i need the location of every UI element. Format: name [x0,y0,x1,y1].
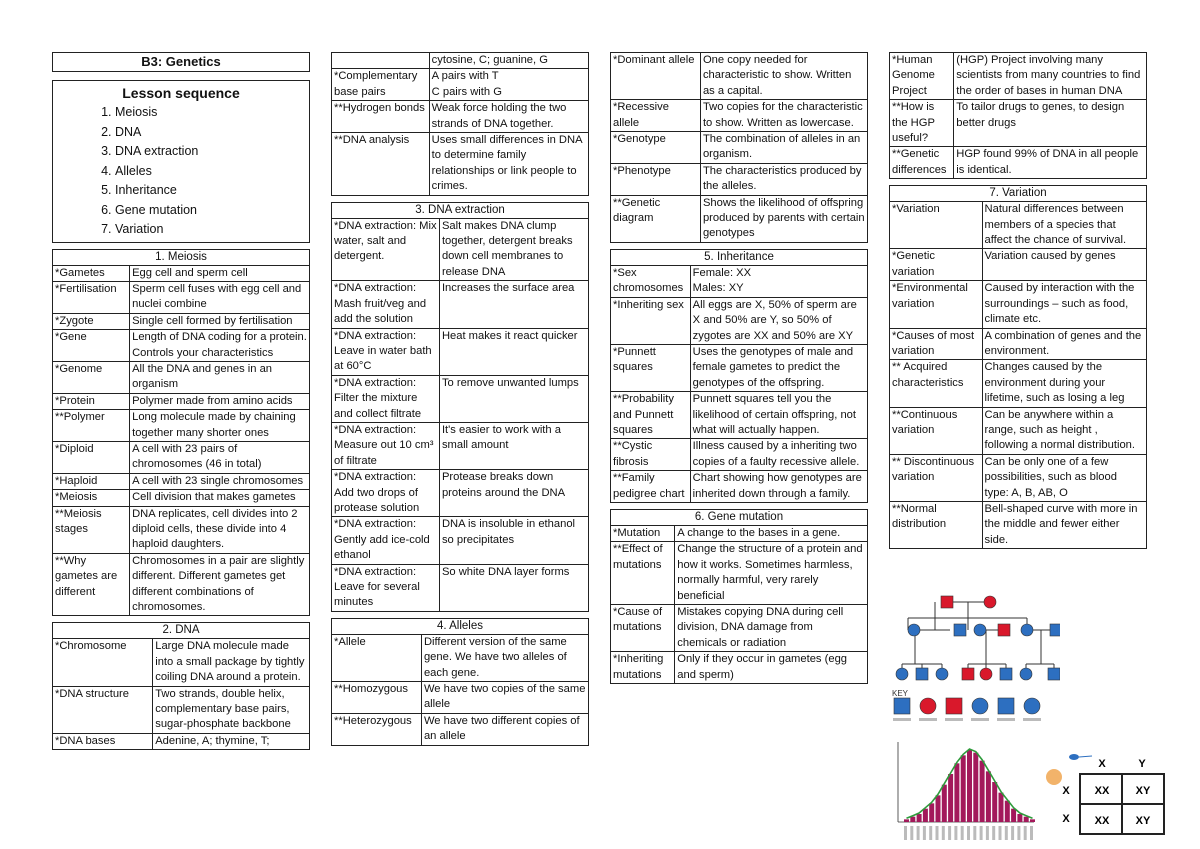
table-row [332,219,589,281]
section-alleles-continued [610,52,868,243]
definition-cell: Chart showing how genotypes are inherited down through a family. [690,471,867,503]
lesson-item: 4. Alleles [115,162,305,182]
pedigree-male [1048,668,1060,680]
section-dna [52,622,310,750]
histogram-bar [967,750,972,822]
definition-cell: All the DNA and genes in an organism [130,361,310,393]
term-cell: **Why gametes are different [53,553,130,616]
histogram-bar [948,774,953,822]
term-cell: ** Discontinuous variation [890,454,983,501]
definition-cell: HGP found 99% of DNA in all people is identical. [954,147,1147,179]
definition-cell: Mistakes copying DNA during cell division, DNA damage from chemicals or radiation [675,605,868,652]
section-heading: 5. Inheritance [610,249,868,266]
table-row [890,53,1147,100]
term-cell: **Normal distribution [890,501,983,548]
table-row [611,605,868,652]
table-row [890,202,1147,249]
section-heading: 2. DNA [52,622,310,639]
histogram-bar [904,819,909,822]
definition-cell: Illness caused by a inheriting two copies of a faulty recessive allele. [690,439,867,471]
table-row [332,422,589,469]
term-cell: *Recessive allele [611,100,701,132]
definition-cell: (HGP) Project involving many scientists from many countries to find the order of bases in human DNA [954,53,1147,100]
definition-cell: All eggs are X, 50% of sperm are X and 50% are Y, so 50% of zygotes are XX and 50% are XY [690,297,867,344]
histogram-bar [980,761,985,822]
histogram-tick-label [923,826,926,840]
definition-cell: A pairs with T C pairs with G [429,69,588,101]
term-cell: *Zygote [53,313,130,329]
pedigree-key-symbol [946,698,962,714]
term-cell: *Cause of mutations [611,605,675,652]
table-row [611,53,868,100]
pedigree-key-caption [997,718,1015,721]
pedigree-male [916,668,928,680]
table-row [332,101,589,133]
definition-cell: Weak force holding the two strands of DNA together. [429,101,588,133]
term-cell: *Phenotype [611,163,701,195]
table-row [611,471,868,503]
term-cell: *Dominant allele [611,53,701,100]
table-row [611,439,868,471]
histogram-bar [999,793,1004,822]
term-cell: *Sex chromosomes [611,266,691,297]
table-row [611,652,868,684]
lesson-list [57,103,305,240]
definition-cell: Protease breaks down proteins around the DNA [439,470,588,517]
histogram-bar [910,817,915,822]
term-cell: *Protein [53,393,130,409]
page-title: B3: Genetics [52,52,310,72]
term-cell: *Human Genome Project [890,53,954,100]
pedigree-key-label: KEY [892,689,909,698]
definition-cell: Shows the likelihood of offspring produced by parents with certain genotypes [700,195,867,242]
pedigree-male [1050,624,1060,636]
section-meiosis [52,249,310,617]
definition-cell: Female: XX Males: XY [690,266,867,297]
definition-cell: Can be anywhere within a range, such as height , following a normal distribution. [982,407,1146,454]
pedigree-male [954,624,966,636]
pedigree-female [1021,624,1033,636]
term-cell: *Haploid [53,473,130,489]
lesson-item: 2. DNA [115,123,305,143]
definition-cell: Sperm cell fuses with egg cell and nuclei combine [130,281,310,313]
definition-cell: Punnett squares tell you the likelihood of certain offspring, not what will actually happen. [690,392,867,439]
term-cell: **Continuous variation [890,407,983,454]
table-row [332,328,589,375]
table-row [53,361,310,393]
glossary-table [610,266,868,503]
table-row [890,454,1147,501]
term-cell: **Cystic fibrosis [611,439,691,471]
pedigree-female [1020,668,1032,680]
definition-cell: Egg cell and sperm cell [130,266,310,282]
glossary-table [331,635,589,746]
section-heading: 1. Meiosis [52,249,310,266]
glossary-table [331,219,589,612]
pedigree-female [980,668,992,680]
histogram-tick-label [954,826,957,840]
punnett-square [1040,750,1170,846]
table-row [332,53,589,69]
definition-cell: cytosine, C; guanine, G [429,53,588,69]
definition-cell: Can be only one of a few possibilities, such as blood type: A, B, AB, O [982,454,1146,501]
histogram-tick-label [980,826,983,840]
term-cell: **Effect of mutations [611,542,675,605]
histogram-tick-label [917,826,920,840]
table-row [332,713,589,745]
term-cell: *Gametes [53,266,130,282]
glossary-table [52,266,310,617]
definition-cell: Chromosomes in a pair are slightly different. Different gametes get different combinations of chromosomes. [130,553,310,616]
definition-cell: DNA is insoluble in ethanol so precipitates [439,517,588,564]
term-cell: *Environmental variation [890,281,983,328]
definition-cell: Only if they occur in gametes (egg and sperm) [675,652,868,684]
definition-cell: We have two copies of the same allele [421,682,588,714]
section-heading: 7. Variation [889,185,1147,202]
histogram-tick-label [1017,826,1020,840]
histogram-bar [973,753,978,822]
table-row [53,330,310,362]
lesson-item: 6. Gene mutation [115,201,305,221]
term-cell: *Genetic variation [890,249,983,281]
histogram-bar [1024,817,1029,822]
punnett-cell: XY [1135,815,1151,827]
pedigree-key-caption [945,718,963,721]
table-row [53,506,310,553]
table-row [53,639,310,686]
table-row [332,470,589,517]
glossary-table [889,52,1147,179]
section-variation [889,185,1147,549]
table-row [332,635,589,682]
table-row [890,100,1147,147]
lesson-item: 5. Inheritance [115,181,305,201]
table-row [611,344,868,391]
definition-cell: The combination of alleles in an organism. [700,132,867,164]
histogram-tick-label [1024,826,1027,840]
histogram-bar [986,771,991,822]
histogram-tick-label [967,826,970,840]
term-cell: *DNA extraction: Leave in water bath at 60°C [332,328,440,375]
section-hgp [889,52,1147,179]
histogram-bar [954,763,959,822]
definition-cell: Polymer made from amino acids [130,393,310,409]
table-row [611,100,868,132]
section-alleles [331,618,589,746]
definition-cell: Variation caused by genes [982,249,1146,281]
punnett-cell: XX [1094,785,1110,797]
column-4 [889,52,1147,555]
table-row [53,441,310,473]
table-row [53,410,310,442]
term-cell: *Diploid [53,441,130,473]
term-cell: *DNA structure [53,686,153,733]
definition-cell: Bell-shaped curve with more in the middle and fewer either side. [982,501,1146,548]
egg-icon [1046,769,1062,785]
histogram-tick-label [973,826,976,840]
definition-cell: Adenine, A; thymine, T; [153,733,310,749]
histogram-tick-label [948,826,951,840]
histogram-bar [1005,801,1010,822]
table-row [611,266,868,297]
definition-cell: Salt makes DNA clump together, detergent breaks down cell membranes to release DNA [439,219,588,281]
histogram-bar [961,755,966,822]
definition-cell: Changes caused by the environment during your lifetime, such as losing a leg [982,360,1146,407]
term-cell: *Mutation [611,526,675,542]
histogram-bar [1011,809,1016,822]
sperm-icon [1069,754,1079,760]
table-row [53,733,310,749]
table-row [332,517,589,564]
term-cell: *Variation [890,202,983,249]
definition-cell: Cell division that makes gametes [130,490,310,506]
family-pedigree-diagram [890,594,1060,736]
definition-cell: Length of DNA coding for a protein. Controls your characteristics [130,330,310,362]
term-cell: *Allele [332,635,422,682]
definition-cell: It's easier to work with a small amount [439,422,588,469]
term-cell: **Genetic diagram [611,195,701,242]
pedigree-male [962,668,974,680]
table-row [890,147,1147,179]
histogram-tick-label [910,826,913,840]
definition-cell: Natural differences between members of a species that affect the chance of survival. [982,202,1146,249]
table-row [332,133,589,196]
table-row [53,473,310,489]
histogram-tick-label [936,826,939,840]
term-cell: *Genotype [611,132,701,164]
definition-cell: Single cell formed by fertilisation [130,313,310,329]
table-row [53,266,310,282]
pedigree-key-caption [971,718,989,721]
table-row [53,490,310,506]
column-3 [610,52,868,690]
column-1 [52,52,310,756]
histogram-bar [992,782,997,822]
definition-cell: Uses the genotypes of male and female gametes to predict the genotypes of the offspring. [690,344,867,391]
definition-cell: Uses small differences in DNA to determine family relationships or link people to crimes. [429,133,588,196]
histogram-tick-label [1030,826,1033,840]
histogram-tick-label [904,826,907,840]
term-cell: *DNA extraction: Gently add ice-cold ethanol [332,517,440,564]
definition-cell: The characteristics produced by the alleles. [700,163,867,195]
term-cell: *Gene [53,330,130,362]
table-row [890,281,1147,328]
histogram-bar [929,803,934,822]
glossary-table [52,639,310,750]
definition-cell: So white DNA layer forms [439,564,588,611]
lesson-item: 1. Meiosis [115,103,305,123]
definition-cell: Two strands, double helix, complementary base pairs, sugar-phosphate backbone [153,686,310,733]
histogram-bar [1017,814,1022,822]
term-cell: ** Acquired characteristics [890,360,983,407]
table-row [611,163,868,195]
term-cell: *Complementary base pairs [332,69,430,101]
table-row [611,542,868,605]
table-row [611,195,868,242]
histogram-tick-label [961,826,964,840]
histogram-tick-label [992,826,995,840]
table-row [53,281,310,313]
pedigree-female [984,596,996,608]
section-dna-extraction [331,202,589,612]
table-row [611,132,868,164]
table-row [890,328,1147,360]
histogram-bar [1030,819,1035,822]
punnett-row-header: X [1062,785,1070,797]
pedigree-key-symbol [1024,698,1040,714]
pedigree-key-caption [1023,718,1041,721]
definition-cell: Change the structure of a protein and how it works. Sometimes harmless, normally harmful, very rarely beneficial [675,542,868,605]
term-cell: **Meiosis stages [53,506,130,553]
term-cell: *DNA extraction: Add two drops of protease solution [332,470,440,517]
punnett-row-header: X [1062,813,1070,825]
section-inheritance [610,249,868,503]
punnett-cell: XX [1094,815,1110,827]
term-cell: *DNA extraction: Mix water, salt and detergent. [332,219,440,281]
term-cell: **Hydrogen bonds [332,101,430,133]
histogram-tick-label [1011,826,1014,840]
glossary-table [889,202,1147,549]
definition-cell: Different version of the same gene. We have two alleles of each gene. [421,635,588,682]
sperm-tail-icon [1079,756,1092,757]
table-row [611,526,868,542]
pedigree-male [941,596,953,608]
definition-cell: Heat makes it react quicker [439,328,588,375]
term-cell: **Probability and Punnett squares [611,392,691,439]
term-cell: *DNA extraction: Leave for several minutes [332,564,440,611]
definition-cell: A cell with 23 pairs of chromosomes (46 in total) [130,441,310,473]
glossary-table [331,52,589,196]
definition-cell: Large DNA molecule made into a small package by tightly coiling DNA around a protein. [153,639,310,686]
pedigree-key-symbol [998,698,1014,714]
histogram-tick-label [1005,826,1008,840]
pedigree-key-caption [919,718,937,721]
term-cell: *DNA extraction: Measure out 10 cm³ of filtrate [332,422,440,469]
histogram-bar [923,809,928,822]
section-dna-continued [331,52,589,196]
histogram-bar [917,814,922,822]
lesson-sequence [52,80,310,243]
term-cell: *DNA extraction: Filter the mixture and collect filtrate [332,375,440,422]
definition-cell: Long molecule made by chaining together many shorter ones [130,410,310,442]
table-row [332,375,589,422]
term-cell: *Inheriting mutations [611,652,675,684]
histogram-tick-label [942,826,945,840]
table-row [611,392,868,439]
pedigree-key-caption [893,718,911,721]
table-row [53,313,310,329]
punnett-col-header: X [1098,758,1106,770]
definition-cell: DNA replicates, cell divides into 2 diploid cells, these divide into 4 haploid daughters. [130,506,310,553]
table-row [332,69,589,101]
definition-cell: Two copies for the characteristic to show. Written as lowercase. [700,100,867,132]
term-cell: *Inheriting sex [611,297,691,344]
table-row [890,501,1147,548]
term-cell: **Family pedigree chart [611,471,691,503]
term-cell: **Genetic differences [890,147,954,179]
term-cell: *Punnett squares [611,344,691,391]
table-row [332,564,589,611]
punnett-col-header: Y [1138,758,1146,770]
definition-cell: We have two different copies of an allele [421,713,588,745]
term-cell: *Chromosome [53,639,153,686]
term-cell: **How is the HGP useful? [890,100,954,147]
term-cell: *Fertilisation [53,281,130,313]
table-row [890,360,1147,407]
term-cell: **DNA analysis [332,133,430,196]
table-row [332,682,589,714]
table-row [53,393,310,409]
section-gene-mutation [610,509,868,684]
table-row [890,407,1147,454]
definition-cell: Increases the surface area [439,281,588,328]
term-cell: *DNA bases [53,733,153,749]
term-cell: *Genome [53,361,130,393]
table-row [890,249,1147,281]
pedigree-female [896,668,908,680]
definition-cell: A cell with 23 single chromosomes [130,473,310,489]
term-cell: **Polymer [53,410,130,442]
term-cell: *Causes of most variation [890,328,983,360]
term-cell [332,53,430,69]
definition-cell: One copy needed for characteristic to show. Written as a capital. [700,53,867,100]
histogram-bar [942,785,947,822]
term-cell: **Homozygous [332,682,422,714]
table-row [611,297,868,344]
pedigree-key-symbol [894,698,910,714]
lesson-item: 7. Variation [115,220,305,240]
glossary-table [610,526,868,684]
term-cell: *DNA extraction: Mash fruit/veg and add the solution [332,281,440,328]
lesson-item: 3. DNA extraction [115,142,305,162]
section-heading: 4. Alleles [331,618,589,635]
section-heading: 3. DNA extraction [331,202,589,219]
histogram-bar [936,795,941,822]
pedigree-female [908,624,920,636]
glossary-table [610,52,868,243]
pedigree-key-symbol [972,698,988,714]
punnett-cell: XY [1135,785,1151,797]
pedigree-male [998,624,1010,636]
definition-cell: To tailor drugs to genes, to design better drugs [954,100,1147,147]
term-cell: *Meiosis [53,490,130,506]
normal-distribution-histogram [880,738,1040,846]
term-cell: **Heterozygous [332,713,422,745]
pedigree-key-symbol [920,698,936,714]
histogram-tick-label [929,826,932,840]
definition-cell: To remove unwanted lumps [439,375,588,422]
histogram-tick-label [999,826,1002,840]
definition-cell: A combination of genes and the environment. [982,328,1146,360]
lesson-heading: Lesson sequence [122,85,240,101]
pedigree-female [936,668,948,680]
table-row [332,281,589,328]
pedigree-female [974,624,986,636]
section-heading: 6. Gene mutation [610,509,868,526]
definition-cell: A change to the bases in a gene. [675,526,868,542]
table-row [53,553,310,616]
table-row [53,686,310,733]
pedigree-male [1000,668,1012,680]
column-2 [331,52,589,752]
definition-cell: Caused by interaction with the surroundings – such as food, climate etc. [982,281,1146,328]
histogram-tick-label [986,826,989,840]
